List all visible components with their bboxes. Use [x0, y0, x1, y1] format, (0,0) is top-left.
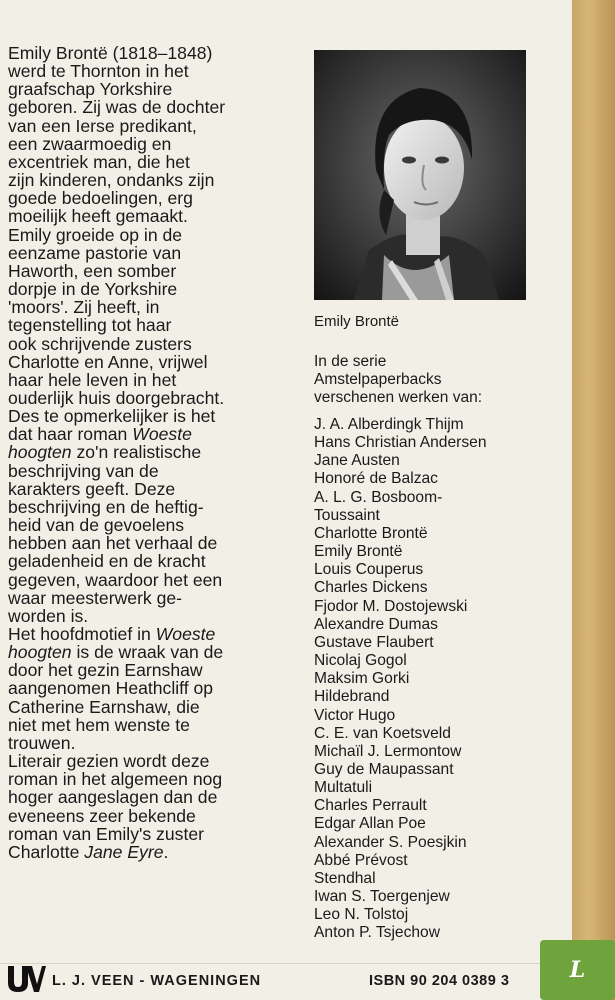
author-item: Maksim Gorki: [314, 670, 410, 688]
bio-line: heid van de gevoelens: [8, 515, 185, 536]
author-item: Multatuli: [314, 779, 373, 797]
bio-line: [8, 643, 276, 661]
bio-line: zijn kinderen, ondanks zijn: [8, 170, 215, 191]
portrait-caption: Emily Brontë: [314, 313, 400, 330]
bio-line: hoger aangeslagen dan de: [8, 787, 218, 808]
author-item: Toussaint: [314, 506, 380, 524]
book-spine: [572, 0, 615, 1000]
author-item: Stendhal: [314, 869, 376, 887]
author-item: J. A. Alberdingk Thijm: [314, 416, 464, 433]
book-title: Woeste: [132, 424, 192, 445]
bio-line: [8, 425, 276, 443]
bio-line: aangenomen Heathcliff op: [8, 678, 214, 699]
author-item: Guy de Maupassant: [314, 760, 454, 778]
series-intro-line: verschenen werken van:: [314, 389, 483, 406]
bio-line: [8, 843, 276, 861]
author-item: Anton P. Tsjechow: [314, 924, 440, 942]
author-item: Charles Dickens: [314, 579, 428, 597]
bio-line: eveneens zeer bekende: [8, 805, 196, 826]
bio-line: Literair gezien wordt deze: [8, 751, 210, 772]
bio-line: 'moors'. Zij heeft, in: [8, 297, 160, 318]
author-list: [314, 416, 564, 943]
author-item: Abbé Prévost: [314, 851, 408, 869]
bio-line: karakters geeft. Deze: [8, 478, 176, 499]
watermark-logo: L: [540, 940, 615, 1000]
isbn-number: ISBN 90 204 0389 3: [369, 973, 510, 989]
author-item: Michaïl J. Lermontow: [314, 742, 462, 760]
bio-line: beschrijving en de heftig-: [8, 496, 204, 517]
publisher-logo: [6, 960, 46, 994]
author-item: Charlotte Brontë: [314, 524, 428, 542]
author-item: Alexandre Dumas: [314, 615, 438, 633]
bio-line: moeilijk heeft gemaakt.: [8, 206, 188, 227]
bio-line: haar hele leven in het: [8, 369, 177, 390]
bio-text: dat haar roman: [8, 424, 133, 445]
bio-line: Emily groeide op in de: [8, 224, 183, 245]
bio-line: gegeven, waardoor het een: [8, 569, 223, 590]
bio-line: waar meesterwerk ge-: [8, 587, 183, 608]
bio-line: van een Ierse predikant,: [8, 115, 197, 136]
bio-line: excentriek man, die het: [8, 151, 190, 172]
bio-text: Het hoofdmotief in: [8, 624, 156, 644]
bio-line: Catherine Earnshaw, die: [8, 696, 200, 717]
author-item: Hildebrand: [314, 688, 390, 706]
author-item: Louis Couperus: [314, 561, 424, 579]
footer-divider: [0, 963, 572, 964]
author-item: Fjodor M. Dostojewski: [314, 597, 468, 615]
author-item: A. L. G. Bosboom-: [314, 488, 443, 506]
bio-line: worden is.: [8, 605, 89, 626]
bio-line: Des te opmerkelijker is het: [8, 406, 216, 427]
author-item: Jane Austen: [314, 452, 400, 470]
author-item: Iwan S. Toergenjew: [314, 888, 450, 906]
bio-line: niet met hem wenste te: [8, 714, 190, 735]
bio-line: Emily Brontë (1818–1848): [8, 43, 213, 63]
series-intro-line: In de serie: [314, 353, 387, 370]
author-item: Emily Brontë: [314, 543, 403, 561]
biography-text: [8, 44, 276, 861]
bio-line: een zwaarmoedig en: [8, 133, 172, 154]
bio-line: eenzame pastorie van: [8, 242, 182, 263]
bio-line: hebben aan het verhaal de: [8, 533, 218, 554]
book-title: hoogten: [8, 642, 72, 663]
author-item: Hans Christian Andersen: [314, 434, 487, 452]
author-item: Alexander S. Poesjkin: [314, 833, 467, 851]
author-item: Nicolaj Gogol: [314, 652, 407, 670]
author-item: Edgar Allan Poe: [314, 815, 426, 833]
author-item: Victor Hugo: [314, 706, 396, 724]
bio-line: Charlotte en Anne, vrijwel: [8, 351, 208, 372]
bio-line: geladenheid en de kracht: [8, 551, 206, 572]
bio-line: roman van Emily's zuster: [8, 823, 204, 844]
bio-text: .: [163, 841, 169, 862]
bio-line: door het gezin Earnshaw: [8, 660, 203, 681]
bio-line: Haworth, een somber: [8, 260, 177, 281]
bio-line: ook schrijvende zusters: [8, 333, 192, 354]
book-title: Woeste: [155, 624, 216, 644]
bio-text: Charlotte: [8, 841, 85, 862]
bio-line: [8, 443, 276, 461]
bio-line: roman in het algemeen nog: [8, 769, 223, 790]
bio-line: geboren. Zij was de dochter: [8, 97, 226, 118]
bio-text: is de wraak van de: [71, 642, 224, 663]
bio-text: zo'n realistische: [71, 442, 202, 463]
series-intro: [314, 353, 564, 407]
author-item: Leo N. Tolstoj: [314, 906, 409, 924]
author-item: Charles Perrault: [314, 797, 427, 815]
author-item: C. E. van Koetsveld: [314, 724, 451, 742]
bio-line: beschrijving van de: [8, 460, 159, 481]
author-portrait: [314, 50, 526, 300]
bio-line: goede bedoelingen, erg: [8, 188, 193, 209]
bio-line: trouwen.: [8, 732, 76, 753]
bio-line: tegenstelling tot haar: [8, 315, 172, 336]
publisher-name: L. J. VEEN - WAGENINGEN: [52, 973, 262, 989]
bio-line: dorpje in de Yorkshire: [8, 279, 178, 300]
bio-line: ouderlijk huis doorgebracht.: [8, 387, 225, 408]
author-item: Honoré de Balzac: [314, 470, 438, 488]
series-intro-line: Amstelpaperbacks: [314, 371, 442, 388]
bio-line: [8, 625, 276, 643]
book-title: Jane Eyre: [84, 841, 164, 862]
book-title: hoogten: [8, 442, 72, 463]
author-item: Gustave Flaubert: [314, 633, 434, 651]
bio-line: graafschap Yorkshire: [8, 79, 173, 100]
bio-line: werd te Thornton in het: [8, 61, 189, 82]
